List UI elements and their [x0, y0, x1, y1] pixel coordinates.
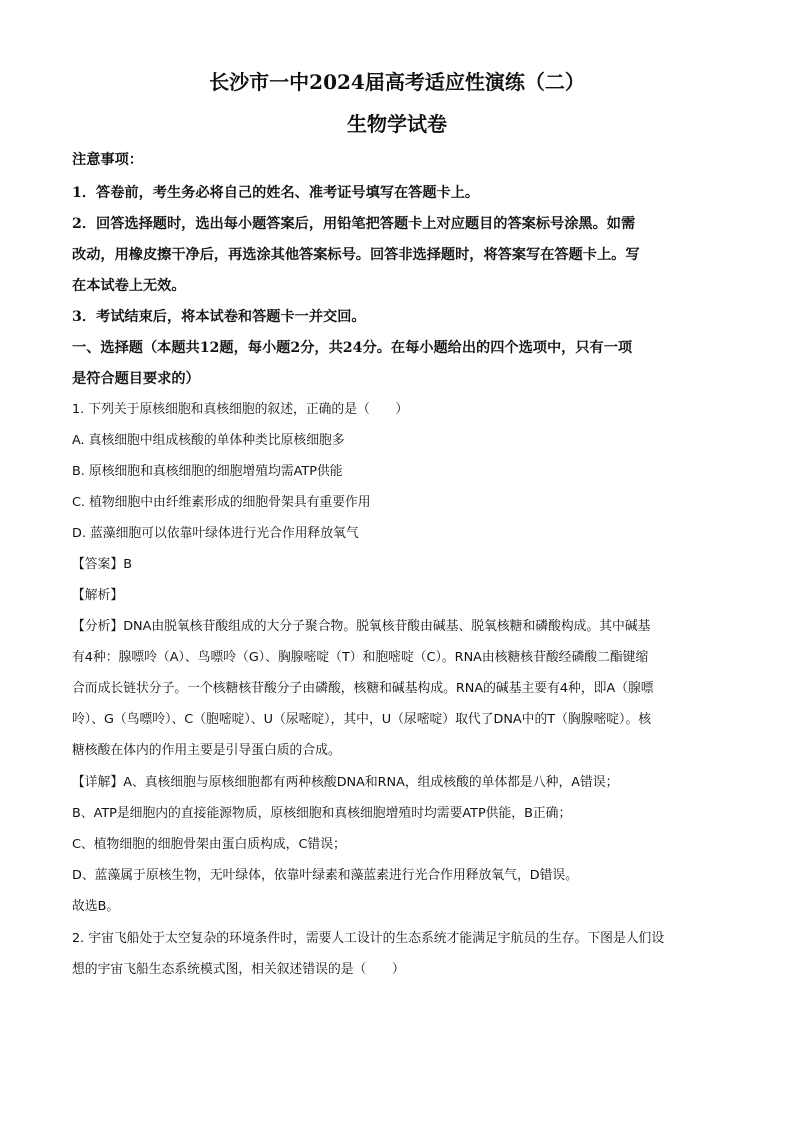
question-1-option-d: D. 蓝藻细胞可以依靠叶绿体进行光合作用释放氧气: [72, 526, 359, 541]
note-item-1: 1．答卷前，考生务必将自己的姓名、准考证号填写在答题卡上。: [72, 185, 480, 201]
question-1-option-c: C. 植物细胞中由纤维素形成的细胞骨架具有重要作用: [72, 495, 371, 510]
question-1-fenxi-line-1: 【分析】DNA由脱氧核苷酸组成的大分子聚合物。脱氧核苷酸由碱基、脱氧核糖和磷酸构成。其中碱基: [72, 619, 651, 634]
question-1-answer: 【答案】B: [72, 557, 132, 572]
question-1-fenxi-line-2: 有4种：腺嘌呤（A）、鸟嘌呤（G）、胸腺嘧啶（T）和胞嘧啶（C）。RNA由核糖核苷酸经磷酸二酯键缩: [72, 650, 649, 665]
question-1-option-a: A. 真核细胞中组成核酸的单体种类比原核细胞多: [72, 433, 345, 448]
note-item-2-line-1: 2．回答选择题时，选出每小题答案后，用铅笔把答题卡上对应题目的答案标号涂黑。如需: [72, 216, 636, 232]
question-1-conclusion: 故选B。: [72, 899, 120, 914]
section-heading-line-2: 是符合题目要求的）: [72, 371, 200, 387]
question-1-stem: 1. 下列关于原核细胞和真核细胞的叙述，正确的是（ ）: [72, 402, 409, 417]
note-item-3: 3．考试结束后，将本试卷和答题卡一并交回。: [72, 309, 366, 325]
question-1-fenxi-line-3: 合而成长链状分子。一个核糖核苷酸分子由磷酸，核糖和碱基构成。RNA的碱基主要有4种，即A（腺嘌: [72, 681, 654, 696]
question-1-analysis-tag: 【解析】: [72, 588, 124, 603]
question-1-option-b: B. 原核细胞和真核细胞的细胞增殖均需ATP供能: [72, 464, 343, 479]
note-item-2-line-2: 改动，用橡皮擦干净后，再选涂其他答案标号。回答非选择题时，将答案写在答题卡上。写: [72, 247, 640, 263]
exam-subject-title: 生物学试卷: [347, 112, 447, 136]
question-1-xiangjie-line-4: D、蓝藻属于原核生物，无叶绿体，依靠叶绿素和藻蓝素进行光合作用释放氧气，D错误。: [72, 868, 578, 883]
question-2-stem-line-1: 2. 宇宙飞船处于太空复杂的环境条件时，需要人工设计的生态系统才能满足宇航员的生存。下图是人们设: [72, 931, 665, 946]
question-1-xiangjie-line-3: C、植物细胞的细胞骨架由蛋白质构成，C错误；: [72, 837, 346, 852]
question-2-stem-line-2: 想的宇宙飞船生态系统模式图，相关叙述错误的是（ ）: [72, 962, 405, 977]
note-item-2-line-3: 在本试卷上无效。: [72, 278, 186, 294]
question-1-xiangjie-line-1: 【详解】A、真核细胞与原核细胞都有两种核酸DNA和RNA，组成核酸的单体都是八种，A错误；: [72, 775, 619, 790]
question-1-fenxi-line-4: 呤）、G（鸟嘌呤）、C（胞嘧啶）、U（尿嘧啶），其中，U（尿嘧啶）取代了DNA中的T（胸腺嘧啶）。核: [72, 712, 652, 727]
notes-heading: 注意事项：: [72, 152, 143, 168]
section-heading-line-1: 一、选择题（本题共12题，每小题2分，共24分。在每小题给出的四个选项中，只有一项: [72, 340, 633, 356]
question-1-xiangjie-line-2: B、ATP是细胞内的直接能源物质，原核细胞和真核细胞增殖时均需要ATP供能，B正确；: [72, 806, 572, 821]
exam-title: 长沙市一中2024届高考适应性演练（二）: [209, 70, 585, 94]
question-1-fenxi-line-5: 糖核酸在体内的作用主要是引导蛋白质的合成。: [72, 743, 341, 758]
